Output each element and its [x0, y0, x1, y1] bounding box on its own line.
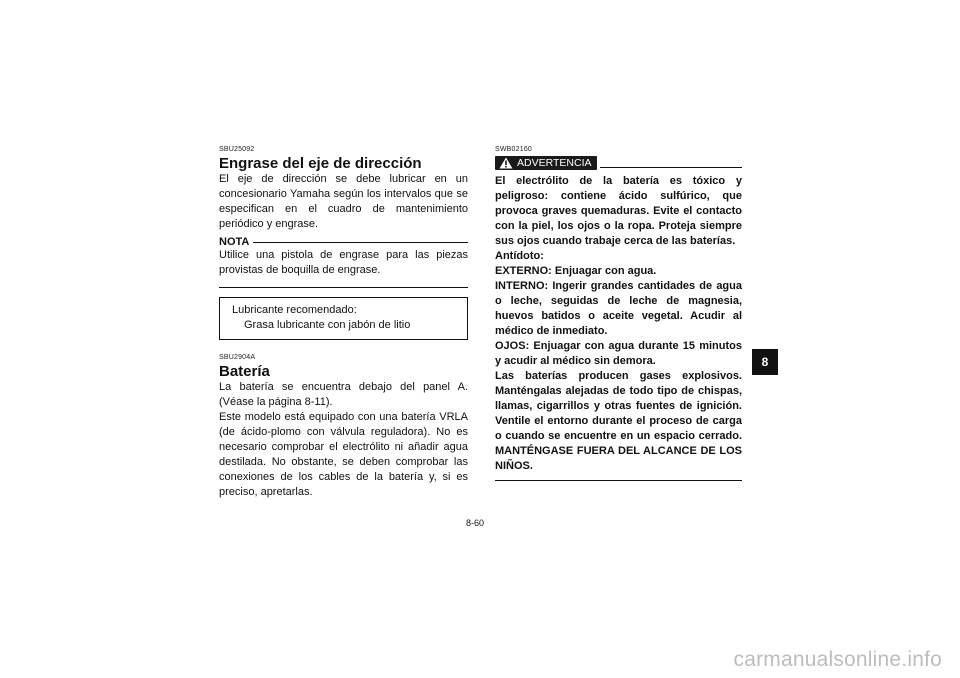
- note-divider: [253, 242, 468, 243]
- note-text: Utilice una pistola de engrase para las piezas provistas de boquilla de engrase.: [219, 249, 468, 276]
- warning-body: [495, 174, 742, 474]
- watermark: carmanualsonline.info: [733, 648, 942, 671]
- section-code: SBU25092: [219, 146, 255, 153]
- note-label: NOTA: [219, 236, 250, 248]
- warning-badge: [495, 156, 597, 170]
- note-end-divider: [219, 287, 468, 288]
- chapter-tab: 8: [752, 349, 778, 375]
- left-column: [219, 146, 468, 500]
- section-code: SBU2904A: [219, 354, 256, 361]
- warning-code: SWB02160: [495, 146, 533, 153]
- warning-paragraph: OJOS: Enjuagar con agua durante 15 minutos y acudir al médico sin demora.: [495, 340, 742, 367]
- right-column: [495, 146, 742, 481]
- steering-paragraph: El eje de dirección se debe lubricar en un concesionario Yamaha según los intervalos que se especifican en el cuadro de mantenimiento periódico y engrase.: [219, 173, 468, 230]
- lubricant-box: [219, 297, 468, 340]
- battery-paragraph-location: La batería se encuentra debajo del panel A. (Véase la página 8-11).: [219, 381, 468, 408]
- note-header: [219, 236, 468, 248]
- warning-label: ADVERTENCIA: [517, 157, 592, 169]
- lubricant-value: Grasa lubricante con jabón de litio: [244, 319, 411, 331]
- page-number: 8-60: [466, 518, 485, 528]
- warning-paragraph: Las baterías producen gases explosivos. Manténgalas alejadas de todo tipo de chispas, llamas, cigarrillos y otras fuentes de ignición. Ventile el entorno durante el proceso de carga o cuando se encuentre en un espacio cerrado. MANTÉNGASE FUERA DEL ALCANCE DE LOS NIÑOS.: [495, 370, 742, 472]
- warning-paragraph: INTERNO: Ingerir grandes cantidades de agua o leche, seguidas de leche de magnesia, huevos batidos o aceite vegetal. Acudir al médico de inmediato.: [495, 280, 742, 337]
- battery-paragraph-vrla: Este modelo está equipado con una batería VRLA (de ácido-plomo con válvula reguladora). No es necesario comprobar el electrólito ni añadir agua destilada. No obstante, se deben comprobar las conexiones de los cables de la batería y, si es preciso, apretarlas.: [219, 411, 468, 498]
- warning-divider: [600, 167, 743, 168]
- section-title-battery: Batería: [219, 363, 270, 380]
- warning-header: [495, 156, 742, 170]
- warning-end-divider: [495, 480, 742, 481]
- section-title-steering: Engrase del eje de dirección: [219, 155, 422, 172]
- warning-triangle-icon: [499, 157, 513, 169]
- lubricant-label: Lubricante recomendado:: [232, 304, 357, 316]
- warning-paragraph: Antídoto:: [495, 250, 544, 262]
- warning-paragraph: EXTERNO: Enjuagar con agua.: [495, 265, 657, 277]
- warning-paragraph: El electrólito de la batería es tóxico y peligroso: contiene ácido sulfúrico, que provoca graves quemaduras. Evite el contacto con la piel, los ojos o la ropa. Proteja siempre sus ojos cuando trabaje cerca de las baterías.: [495, 175, 742, 247]
